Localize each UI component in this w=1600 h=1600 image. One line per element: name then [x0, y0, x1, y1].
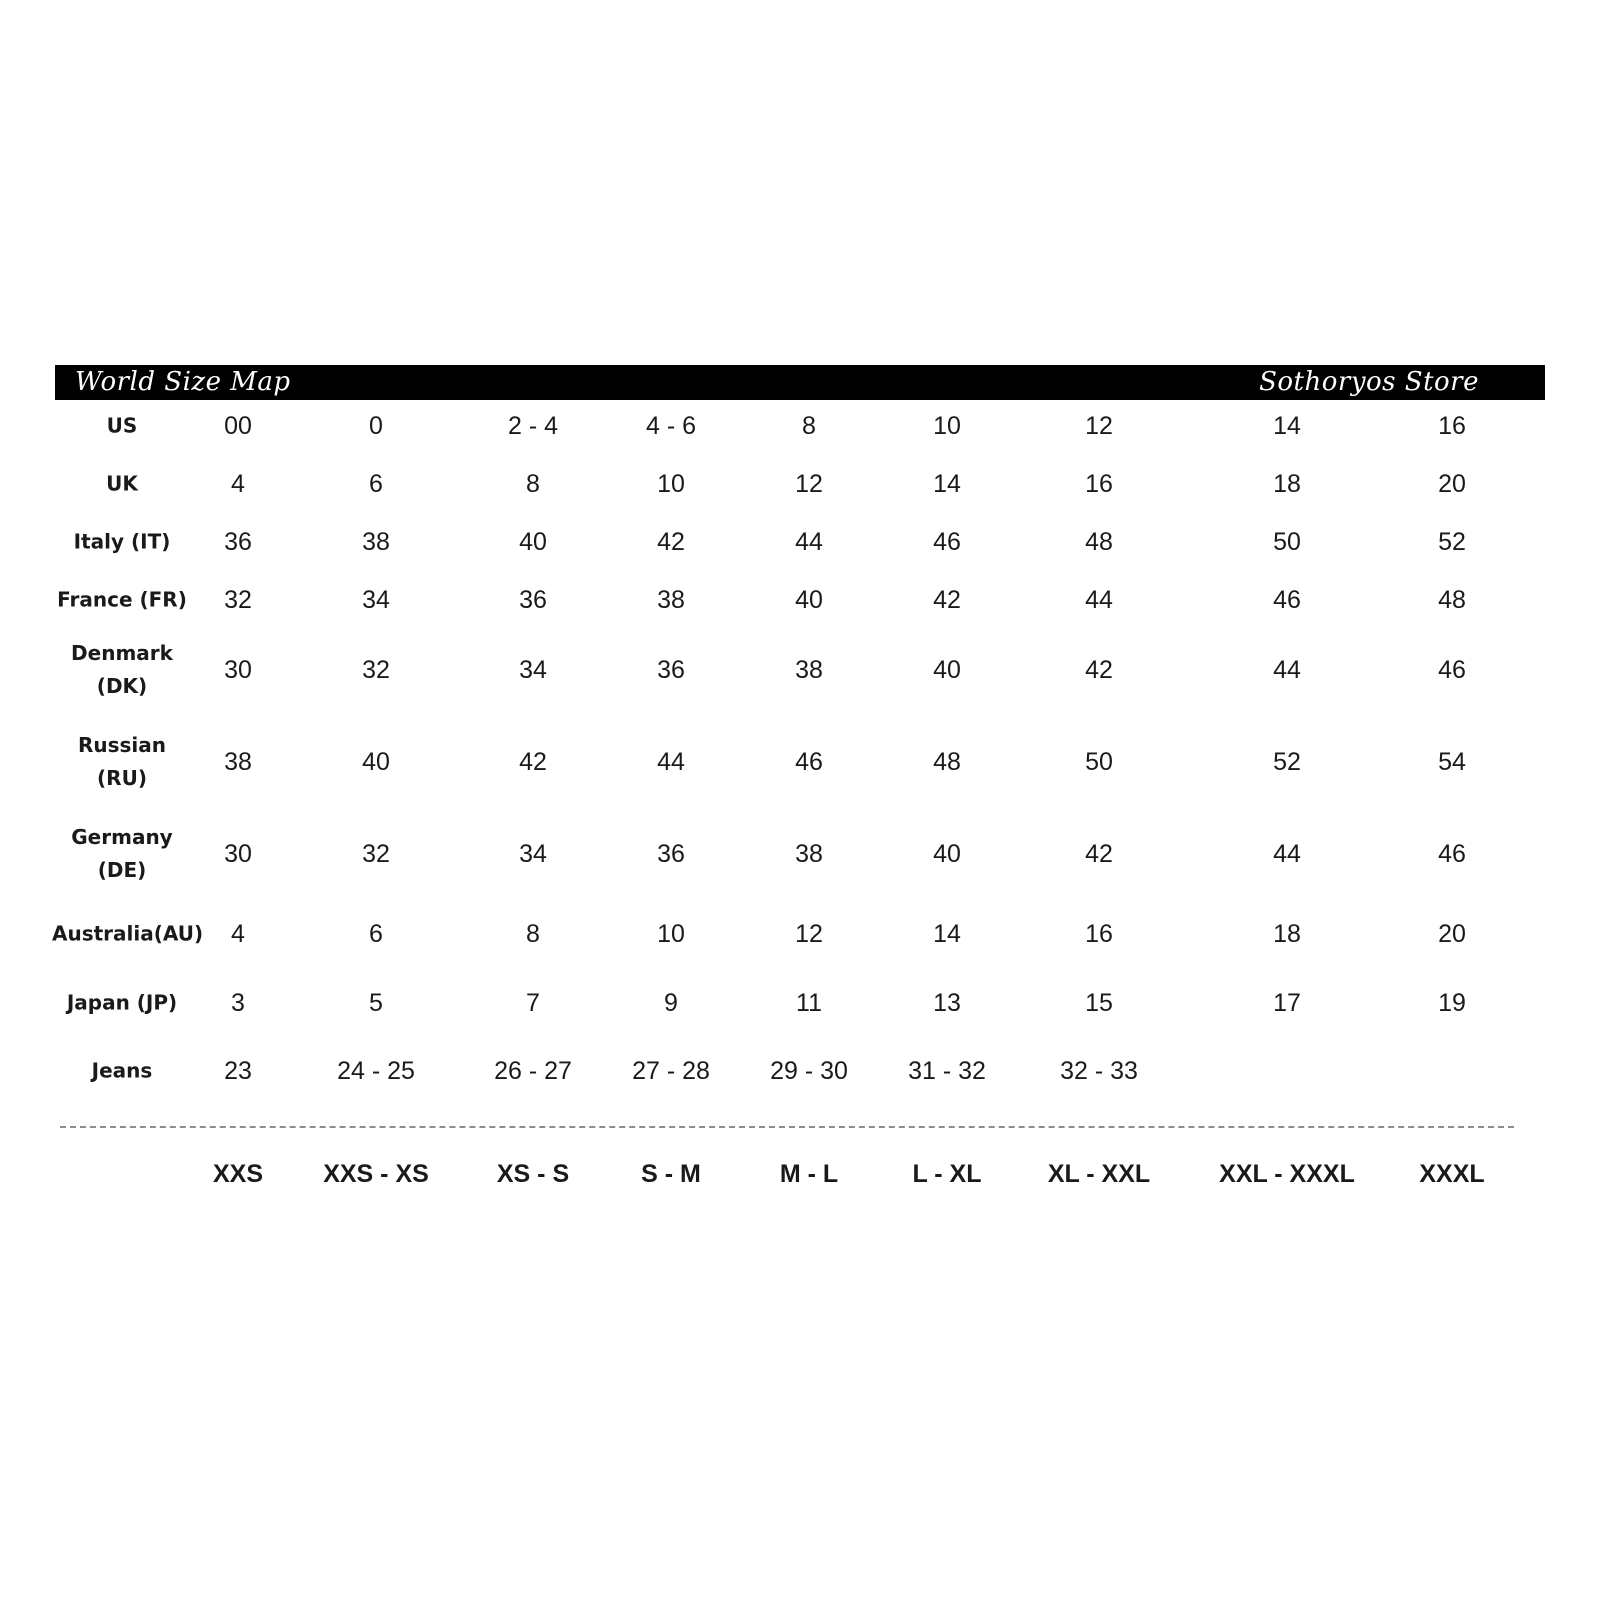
- size-cell: 14: [933, 920, 961, 948]
- size-cell: 6: [369, 920, 383, 948]
- size-cell: 46: [795, 748, 823, 776]
- size-cell: 26 - 27: [494, 1057, 572, 1085]
- size-cell: 40: [519, 528, 547, 556]
- size-cell: 10: [657, 470, 685, 498]
- size-cell: 44: [1273, 840, 1301, 868]
- divider-line: [60, 1126, 1514, 1128]
- size-cell: 2 - 4: [507, 412, 559, 440]
- store-name: Sothoryos Store: [1259, 367, 1479, 397]
- size-cell: 18: [1273, 470, 1301, 498]
- row-label: Denmark (DK): [71, 641, 173, 698]
- size-cell: 12: [795, 920, 823, 948]
- size-cell: 38: [795, 840, 823, 868]
- size-cell: 38: [224, 748, 252, 776]
- size-cell: 12: [795, 470, 823, 498]
- size-cell: 48: [1085, 528, 1113, 556]
- size-cell: 42: [1085, 656, 1113, 684]
- size-cell: 14: [933, 470, 961, 498]
- size-cell: 32: [224, 586, 252, 614]
- size-cell: 38: [657, 586, 685, 614]
- size-cell: 20: [1438, 470, 1466, 498]
- size-cell: 3: [231, 989, 245, 1017]
- letter-size-cell: XXXL: [1419, 1160, 1485, 1188]
- letter-size-cell: M - L: [779, 1160, 839, 1188]
- size-cell: 10: [933, 412, 961, 440]
- size-cell: 0: [369, 412, 383, 440]
- size-cell: 19: [1438, 989, 1466, 1017]
- size-cell: 36: [657, 840, 685, 868]
- title-bar: [55, 365, 1545, 400]
- row-label: France (FR): [57, 587, 187, 612]
- letter-size-cell: XXS - XS: [323, 1160, 429, 1188]
- size-cell: 4 - 6: [645, 412, 697, 440]
- size-cell: 42: [657, 528, 685, 556]
- size-cell: 50: [1085, 748, 1113, 776]
- size-cell: 34: [519, 840, 547, 868]
- size-cell: 24 - 25: [337, 1057, 415, 1085]
- size-cell: 44: [795, 528, 823, 556]
- size-cell: 40: [795, 586, 823, 614]
- size-cell: 8: [802, 412, 816, 440]
- size-cell: 30: [224, 840, 252, 868]
- size-cell: 8: [526, 920, 540, 948]
- letter-size-cell: XXS: [212, 1160, 264, 1188]
- size-cell: 9: [664, 989, 678, 1017]
- size-cell: 46: [933, 528, 961, 556]
- letter-size-cell: S - M: [641, 1160, 701, 1188]
- row-label: Germany (DE): [71, 825, 173, 882]
- size-cell: 46: [1438, 840, 1466, 868]
- size-cell: 4: [231, 470, 245, 498]
- size-cell: 40: [362, 748, 390, 776]
- size-cell: 32: [362, 656, 390, 684]
- size-cell: 13: [933, 989, 961, 1017]
- size-cell: 16: [1438, 412, 1466, 440]
- size-cell: 48: [1438, 586, 1466, 614]
- size-cell: 52: [1438, 528, 1466, 556]
- size-cell: 31 - 32: [908, 1057, 986, 1085]
- size-cell: 00: [224, 412, 252, 440]
- size-cell: 14: [1273, 412, 1301, 440]
- letter-size-cell: XXL - XXXL: [1219, 1160, 1355, 1188]
- size-cell: 44: [1273, 656, 1301, 684]
- letter-size-cell: XL - XXL: [1047, 1160, 1151, 1188]
- size-cell: 4: [231, 920, 245, 948]
- row-label: UK: [106, 471, 138, 496]
- size-cell: 27 - 28: [632, 1057, 710, 1085]
- size-cell: 34: [362, 586, 390, 614]
- row-label: Russian (RU): [77, 733, 167, 790]
- size-cell: 40: [933, 840, 961, 868]
- row-label: Australia(AU): [52, 921, 204, 946]
- size-cell: 52: [1273, 748, 1301, 776]
- size-cell: 30: [224, 656, 252, 684]
- size-cell: 11: [796, 989, 822, 1017]
- size-cell: 5: [369, 989, 383, 1017]
- size-cell: 32: [362, 840, 390, 868]
- size-cell: 36: [519, 586, 547, 614]
- size-cell: 34: [519, 656, 547, 684]
- row-label: Japan (JP): [66, 990, 178, 1015]
- size-cell: 20: [1438, 920, 1466, 948]
- size-cell: 38: [795, 656, 823, 684]
- size-cell: 54: [1438, 748, 1466, 776]
- letter-size-cell: XS - S: [496, 1160, 570, 1188]
- size-cell: 32 - 33: [1060, 1057, 1138, 1085]
- row-label: Italy (IT): [73, 529, 171, 554]
- size-cell: 10: [657, 920, 685, 948]
- size-cell: 38: [362, 528, 390, 556]
- size-cell: 18: [1273, 920, 1301, 948]
- size-cell: 23: [224, 1057, 252, 1085]
- row-label: US: [106, 413, 138, 438]
- size-cell: 17: [1273, 989, 1301, 1017]
- size-cell: 50: [1273, 528, 1301, 556]
- chart-title: World Size Map: [75, 367, 291, 397]
- size-cell: 29 - 30: [770, 1057, 848, 1085]
- size-cell: 36: [224, 528, 252, 556]
- size-cell: 44: [1085, 586, 1113, 614]
- size-cell: 16: [1085, 470, 1113, 498]
- size-cell: 48: [933, 748, 961, 776]
- size-cell: 8: [526, 470, 540, 498]
- size-cell: 7: [526, 989, 540, 1017]
- size-cell: 16: [1085, 920, 1113, 948]
- size-cell: 6: [369, 470, 383, 498]
- size-cell: 42: [933, 586, 961, 614]
- size-cell: 40: [933, 656, 961, 684]
- size-cell: 44: [657, 748, 685, 776]
- size-cell: 42: [519, 748, 547, 776]
- row-label: Jeans: [91, 1058, 153, 1083]
- size-cell: 15: [1085, 989, 1113, 1017]
- size-cell: 46: [1438, 656, 1466, 684]
- letter-size-cell: L - XL: [912, 1160, 982, 1188]
- size-cell: 42: [1085, 840, 1113, 868]
- size-cell: 36: [657, 656, 685, 684]
- size-cell: 46: [1273, 586, 1301, 614]
- size-cell: 12: [1085, 412, 1113, 440]
